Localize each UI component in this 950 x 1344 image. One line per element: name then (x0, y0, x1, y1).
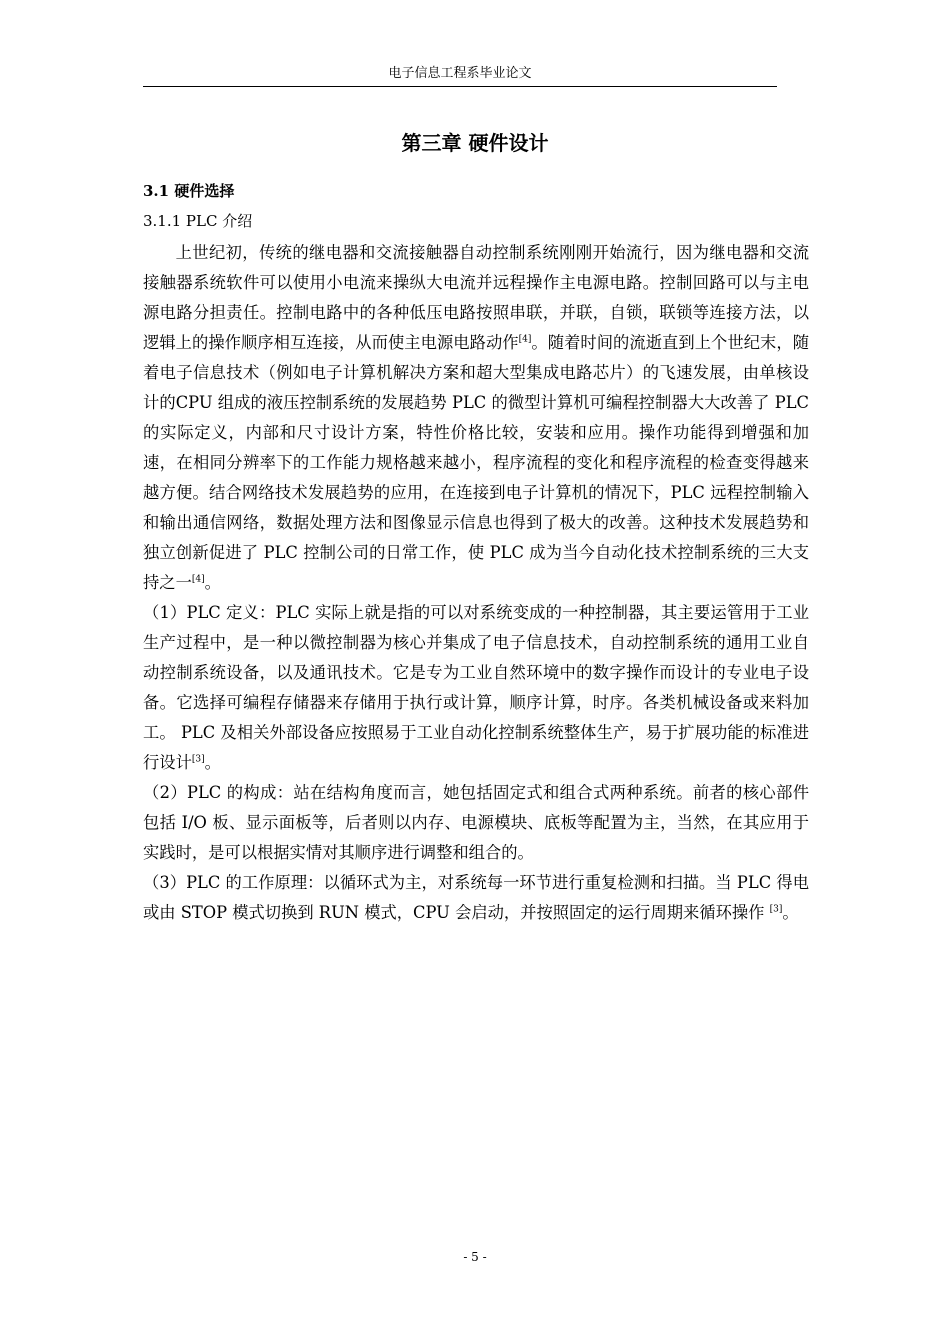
principle-paragraph (143, 868, 809, 928)
citation-ref: [3] (769, 904, 783, 915)
intro-paragraph (143, 238, 809, 598)
definition-text: （1）PLC 定义：PLC 实际上就是指的可以对系统变成的一种控制器，其主要运管用于工业生产过程中，是一种以微控制器为核心并集成了电子信息技术，自动控制系统的通用工业自动控制系统设备，以及通讯技术。它是专为工业自然环境中的数字操作而设计的专业电子设备。它选择可编程存储器来存储用于执行或计算，顺序计算，时序。各类机械设备或来料加工。 PLC 及相关外部设备应按照易于工业自动化控制系统整体生产，易于扩展功能的标准进行设计 (143, 603, 809, 772)
intro-text-part2: 。随着时间的流逝直到上个世纪末，随着电子信息技术（例如电子计算机解决方案和超大型集成电路芯片）的飞速发展，由单核设计的CPU 组成的液压控制系统的发展趋势 PLC 的微型计算机可编程控制器大大改善了 PLC 的实际定义，内部和尺寸设计方案，特性价格比较，安装和应用。操作功能得到增强和加速，在相同分辨率下的工作能力规格越来越小，程序流程的变化和程序流程的检查变得越来越方便。结合网络技术发展趋势的应用，在连接到电子计算机的情况下，PLC 远程控制输入和输出通信网络，数据处理方法和图像显示信息也得到了极大的改善。这种技术发展趋势和独立创新促进了 PLC 控制公司的日常工作，使 PLC 成为当今自动化技术控制系统的三大支持之一 (143, 333, 809, 592)
chapter-title: 第三章 硬件设计 (401, 131, 549, 155)
body-text (143, 238, 809, 928)
citation-ref: [4] (191, 574, 205, 585)
citation-ref: [3] (191, 754, 205, 765)
page-number: - 5 - (463, 1250, 487, 1264)
structure-paragraph: （2）PLC 的构成：站在结构角度而言，她包括固定式和组合式两种系统。前者的核心部件包括 I/O 板、显示面板等，后者则以内存、电源模块、底板等配置为主，当然，在其应用于实践时，是可以根据实情对其顺序进行调整和组合的。 (143, 783, 809, 862)
running-header: 电子信息工程系毕业论文 (388, 66, 532, 81)
definition-paragraph (143, 598, 809, 778)
section-heading: 3.1 硬件选择 (143, 182, 235, 200)
intro-text-end: 。 (204, 573, 221, 592)
definition-text-end: 。 (204, 753, 221, 772)
principle-text: （3）PLC 的工作原理：以循环式为主，对系统每一环节进行重复检测和扫描。当 PLC 得电或由 STOP 模式切换到 RUN 模式，CPU 会启动，并按照固定的运行周期来循环操作 (143, 873, 809, 922)
subsection-heading: 3.1.1 PLC 介绍 (143, 212, 253, 230)
intro-text-part1: 上世纪初，传统的继电器和交流接触器自动控制系统刚刚开始流行，因为继电器和交流接触器系统软件可以使用小电流来操纵大电流并远程操作主电源电路。控制回路可以与主电源电路分担责任。控制电路中的各种低压电路按照串联，并联，自锁，联锁等连接方法，以逻辑上的操作顺序相互连接，从而使主电源电路动作 (143, 243, 809, 352)
principle-text-end: 。 (782, 903, 799, 922)
citation-ref: [4] (518, 334, 532, 345)
header-divider (143, 86, 777, 87)
